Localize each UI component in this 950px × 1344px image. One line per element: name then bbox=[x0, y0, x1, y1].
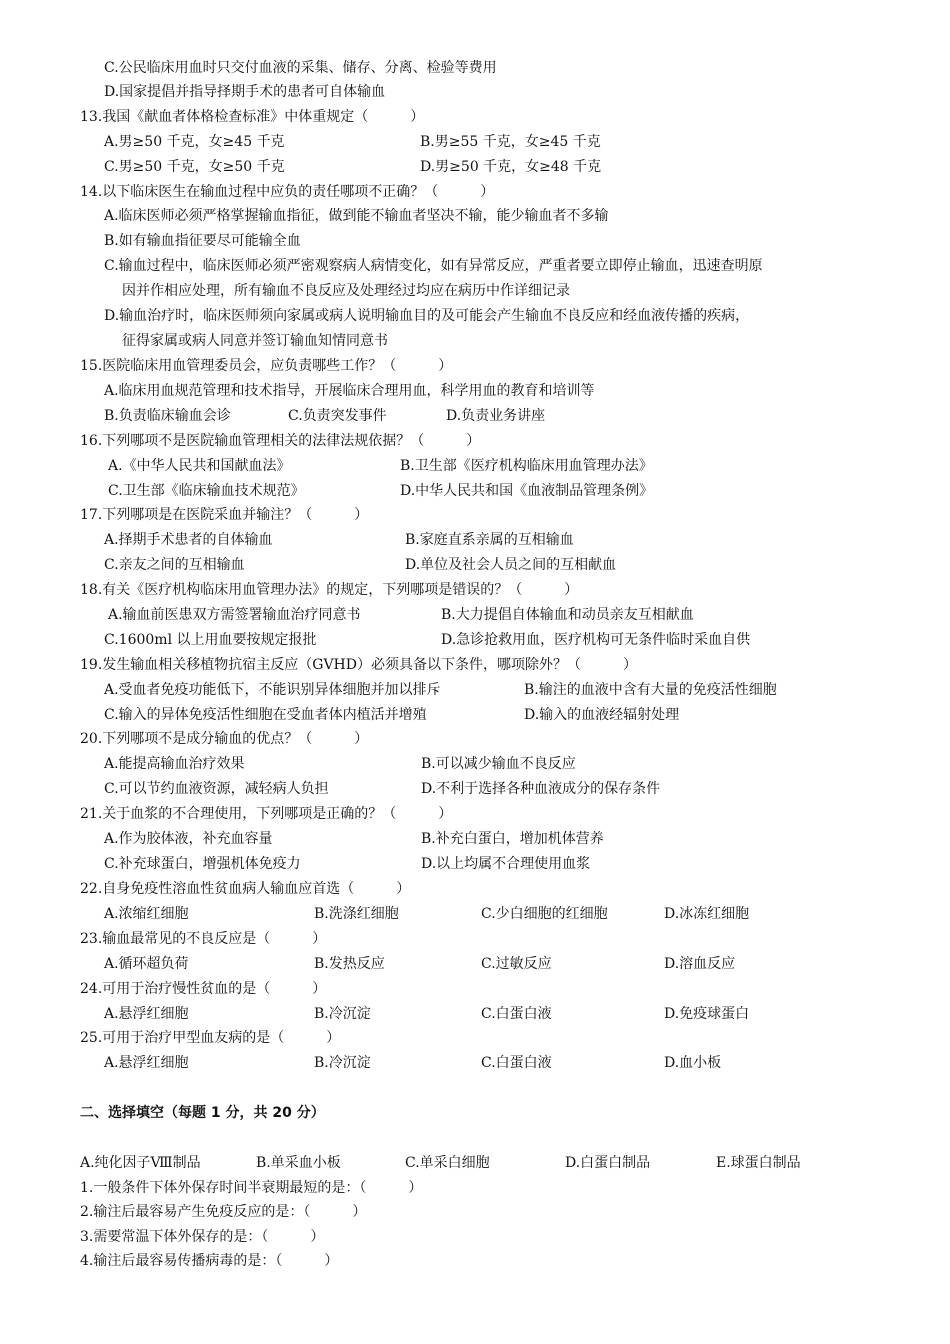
answer-option: A.循环超负荷 bbox=[104, 956, 189, 972]
answer-option: C.可以节约血液资源，减轻病人负担 bbox=[104, 781, 329, 797]
answer-option: C.过敏反应 bbox=[481, 956, 552, 972]
answer-option: B.大力提倡自体输血和动员亲友互相献血 bbox=[441, 607, 694, 623]
answer-option: A.悬浮红细胞 bbox=[104, 1055, 189, 1071]
answer-option: B.输注的血液中含有大量的免疫活性细胞 bbox=[524, 682, 777, 698]
question-text: 14.以下临床医生在输血过程中应负的责任哪项不正确？（ ） bbox=[80, 184, 495, 200]
answer-option: D.中华人民共和国《血液制品管理条例》 bbox=[400, 483, 654, 499]
answer-option: B.补充白蛋白，增加机体营养 bbox=[421, 831, 604, 847]
answer-option: D.急诊抢救用血，医疗机构可无条件临时采血自供 bbox=[441, 632, 751, 648]
answer-option: D.以上均属不合理使用血浆 bbox=[421, 856, 591, 872]
answer-option: D.冰冻红细胞 bbox=[664, 906, 750, 922]
answer-option: B.卫生部《医疗机构临床用血管理办法》 bbox=[400, 458, 653, 474]
question-text: 17.下列哪项是在医院采血并输注？（ ） bbox=[80, 507, 369, 523]
question-text: 4.输注后最容易传播病毒的是：（ ） bbox=[80, 1253, 339, 1269]
answer-option: B.冷沉淀 bbox=[314, 1006, 371, 1022]
answer-option: A.悬浮红细胞 bbox=[104, 1006, 189, 1022]
answer-option: A.浓缩红细胞 bbox=[104, 906, 189, 922]
answer-option: E.球蛋白制品 bbox=[716, 1155, 801, 1171]
answer-option: A.受血者免疫功能低下，不能识别异体细胞并加以排斥 bbox=[104, 682, 441, 698]
answer-option: C.亲友之间的互相输血 bbox=[104, 557, 245, 573]
section-heading: 二、选择填空（每题 1 分，共 20 分） bbox=[80, 1105, 325, 1121]
question-text: 19.发生输血相关移植物抗宿主反应（GVHD）必须具备以下条件，哪项除外？（ ） bbox=[80, 657, 637, 673]
answer-option: C.单采白细胞 bbox=[405, 1155, 490, 1171]
answer-option: B.冷沉淀 bbox=[314, 1055, 371, 1071]
question-text: 3.需要常温下体外保存的是：（ ） bbox=[80, 1229, 325, 1245]
answer-option: A.《中华人民共和国献血法》 bbox=[108, 458, 291, 474]
answer-option: D.免疫球蛋白 bbox=[664, 1006, 750, 1022]
answer-option: D.不利于选择各种血液成分的保存条件 bbox=[421, 781, 661, 797]
question-text: B.如有输血指征要尽可能输全血 bbox=[104, 233, 301, 249]
answer-option: B.家庭直系亲属的互相输血 bbox=[405, 532, 574, 548]
answer-option: A.纯化因子Ⅷ制品 bbox=[80, 1155, 201, 1171]
question-text: 征得家属或病人同意并签订输血知情同意书 bbox=[122, 333, 388, 349]
answer-option: C.补充球蛋白，增强机体免疫力 bbox=[104, 856, 301, 872]
question-text: D.输血治疗时，临床医师须向家属或病人说明输血目的及可能会产生输血不良反应和经血液传播的疾病， bbox=[104, 308, 750, 324]
answer-option: D.男≥50 千克，女≥48 千克 bbox=[420, 159, 602, 175]
answer-option: C.负责突发事件 bbox=[288, 408, 387, 424]
answer-option: A.择期手术患者的自体输血 bbox=[104, 532, 273, 548]
answer-option: D.白蛋白制品 bbox=[565, 1155, 651, 1171]
answer-option: A.输血前医患双方需签署输血治疗同意书 bbox=[108, 607, 361, 623]
answer-option: A.能提高输血治疗效果 bbox=[104, 756, 245, 772]
question-text: 13.我国《献血者体格检查标准》中体重规定（ ） bbox=[80, 109, 425, 125]
answer-option: C.少白细胞的红细胞 bbox=[481, 906, 608, 922]
answer-option: B.可以减少输血不良反应 bbox=[421, 756, 576, 772]
answer-option: B.男≥55 千克，女≥45 千克 bbox=[420, 134, 601, 150]
answer-option: C.1600ml 以上用血要按规定报批 bbox=[104, 632, 317, 648]
answer-option: D.溶血反应 bbox=[664, 956, 736, 972]
question-text: 22.自身免疫性溶血性贫血病人输血应首选（ ） bbox=[80, 881, 411, 897]
question-text: 1.一般条件下体外保存时间半衰期最短的是：（ ） bbox=[80, 1180, 423, 1196]
question-text: C.公民临床用血时只交付血液的采集、储存、分离、检验等费用 bbox=[104, 60, 497, 76]
question-text: D.国家提倡并指导择期手术的患者可自体输血 bbox=[104, 84, 386, 100]
question-text: 21.关于血浆的不合理使用，下列哪项是正确的？（ ） bbox=[80, 806, 453, 822]
question-text: A.临床用血规范管理和技术指导，开展临床合理用血，科学用血的教育和培训等 bbox=[104, 383, 595, 399]
question-text: 20.下列哪项不是成分输血的优点？（ ） bbox=[80, 731, 369, 747]
answer-option: A.男≥50 千克，女≥45 千克 bbox=[104, 134, 285, 150]
answer-option: C.输入的异体免疫活性细胞在受血者体内植活并增殖 bbox=[104, 707, 427, 723]
answer-option: C.卫生部《临床输血技术规范》 bbox=[108, 483, 305, 499]
answer-option: C.白蛋白液 bbox=[481, 1055, 552, 1071]
question-text: 因并作相应处理，所有输血不良反应及处理经过均应在病历中作详细记录 bbox=[122, 283, 570, 299]
question-text: 15.医院临床用血管理委员会，应负责哪些工作？（ ） bbox=[80, 358, 453, 374]
answer-option: D.血小板 bbox=[664, 1055, 722, 1071]
question-text: 16.下列哪项不是医院输血管理相关的法律法规依据？（ ） bbox=[80, 433, 481, 449]
answer-option: D.单位及社会人员之间的互相献血 bbox=[405, 557, 617, 573]
answer-option: A.作为胶体液，补充血容量 bbox=[104, 831, 273, 847]
answer-option: B.洗涤红细胞 bbox=[314, 906, 399, 922]
question-text: 18.有关《医疗机构临床用血管理办法》的规定，下列哪项是错误的？（ ） bbox=[80, 582, 579, 598]
answer-option: C.白蛋白液 bbox=[481, 1006, 552, 1022]
question-text: A.临床医师必须严格掌握输血指征，做到能不输血者坚决不输，能少输血者不多输 bbox=[104, 208, 609, 224]
answer-option: D.输入的血液经辐射处理 bbox=[524, 707, 680, 723]
answer-option: B.单采血小板 bbox=[256, 1155, 341, 1171]
question-text: C.输血过程中，临床医师必须严密观察病人病情变化，如有异常反应，严重者要立即停止输血，迅速查明原 bbox=[104, 258, 763, 274]
question-text: 25.可用于治疗甲型血友病的是（ ） bbox=[80, 1030, 341, 1046]
answer-option: B.发热反应 bbox=[314, 956, 385, 972]
question-text: 23.输血最常见的不良反应是（ ） bbox=[80, 931, 327, 947]
question-text: 24.可用于治疗慢性贫血的是（ ） bbox=[80, 981, 327, 997]
question-text: 2.输注后最容易产生免疫反应的是：（ ） bbox=[80, 1204, 367, 1220]
answer-option: D.负责业务讲座 bbox=[446, 408, 546, 424]
answer-option: B.负责临床输血会诊 bbox=[104, 408, 231, 424]
answer-option: C.男≥50 千克，女≥50 千克 bbox=[104, 159, 285, 175]
